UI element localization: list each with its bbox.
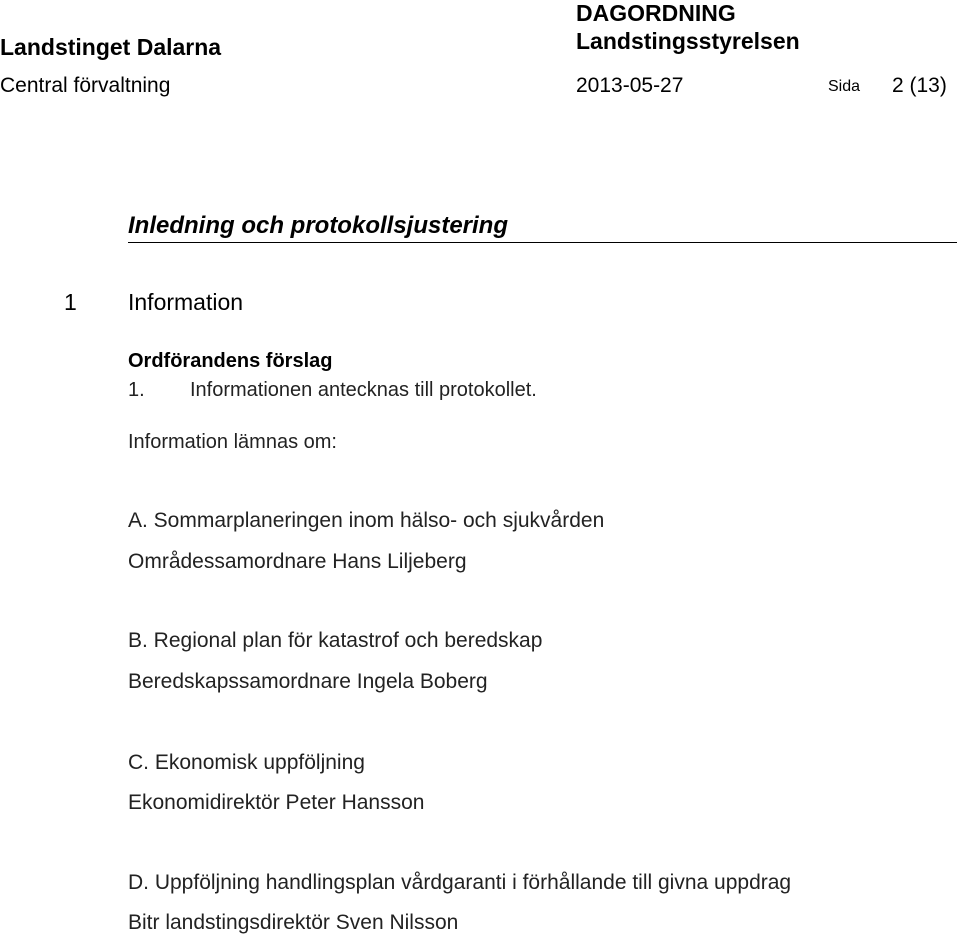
topic-c: C. Ekonomisk uppföljning (128, 751, 365, 774)
committee-name: Landstingsstyrelsen (576, 28, 800, 54)
topic-a: A. Sommarplaneringen inom hälso- och sjukvården (128, 509, 605, 532)
presenter-d: Bitr landstingsdirektör Sven Nilsson (128, 911, 459, 934)
document-date: 2013-05-27 (576, 74, 684, 97)
information-intro: Information lämnas om: (128, 431, 337, 453)
presenter-a: Områdessamordnare Hans Liljeberg (128, 550, 467, 573)
topic-d: D. Uppföljning handlingsplan vårdgaranti i förhållande till givna uppdrag (128, 871, 792, 894)
document-type: DAGORDNING (576, 0, 736, 26)
page-number: 2 (13) (892, 74, 947, 97)
topic-b: B. Regional plan för katastrof och beredskap (128, 629, 543, 652)
section-divider (128, 242, 957, 243)
unit-name: Central förvaltning (0, 74, 171, 97)
presenter-c: Ekonomidirektör Peter Hansson (128, 791, 425, 814)
proposal-point-number: 1. (128, 379, 145, 401)
section-heading: Inledning och protokollsjustering (128, 212, 509, 239)
presenter-b: Beredskapssamordnare Ingela Boberg (128, 670, 488, 693)
item-title: Information (128, 289, 244, 315)
organization-name: Landstinget Dalarna (0, 34, 222, 60)
proposal-point-text: Informationen antecknas till protokollet. (190, 379, 537, 401)
item-number: 1 (64, 289, 77, 315)
page-label: Sida (828, 78, 861, 95)
proposal-heading: Ordförandens förslag (128, 350, 333, 372)
